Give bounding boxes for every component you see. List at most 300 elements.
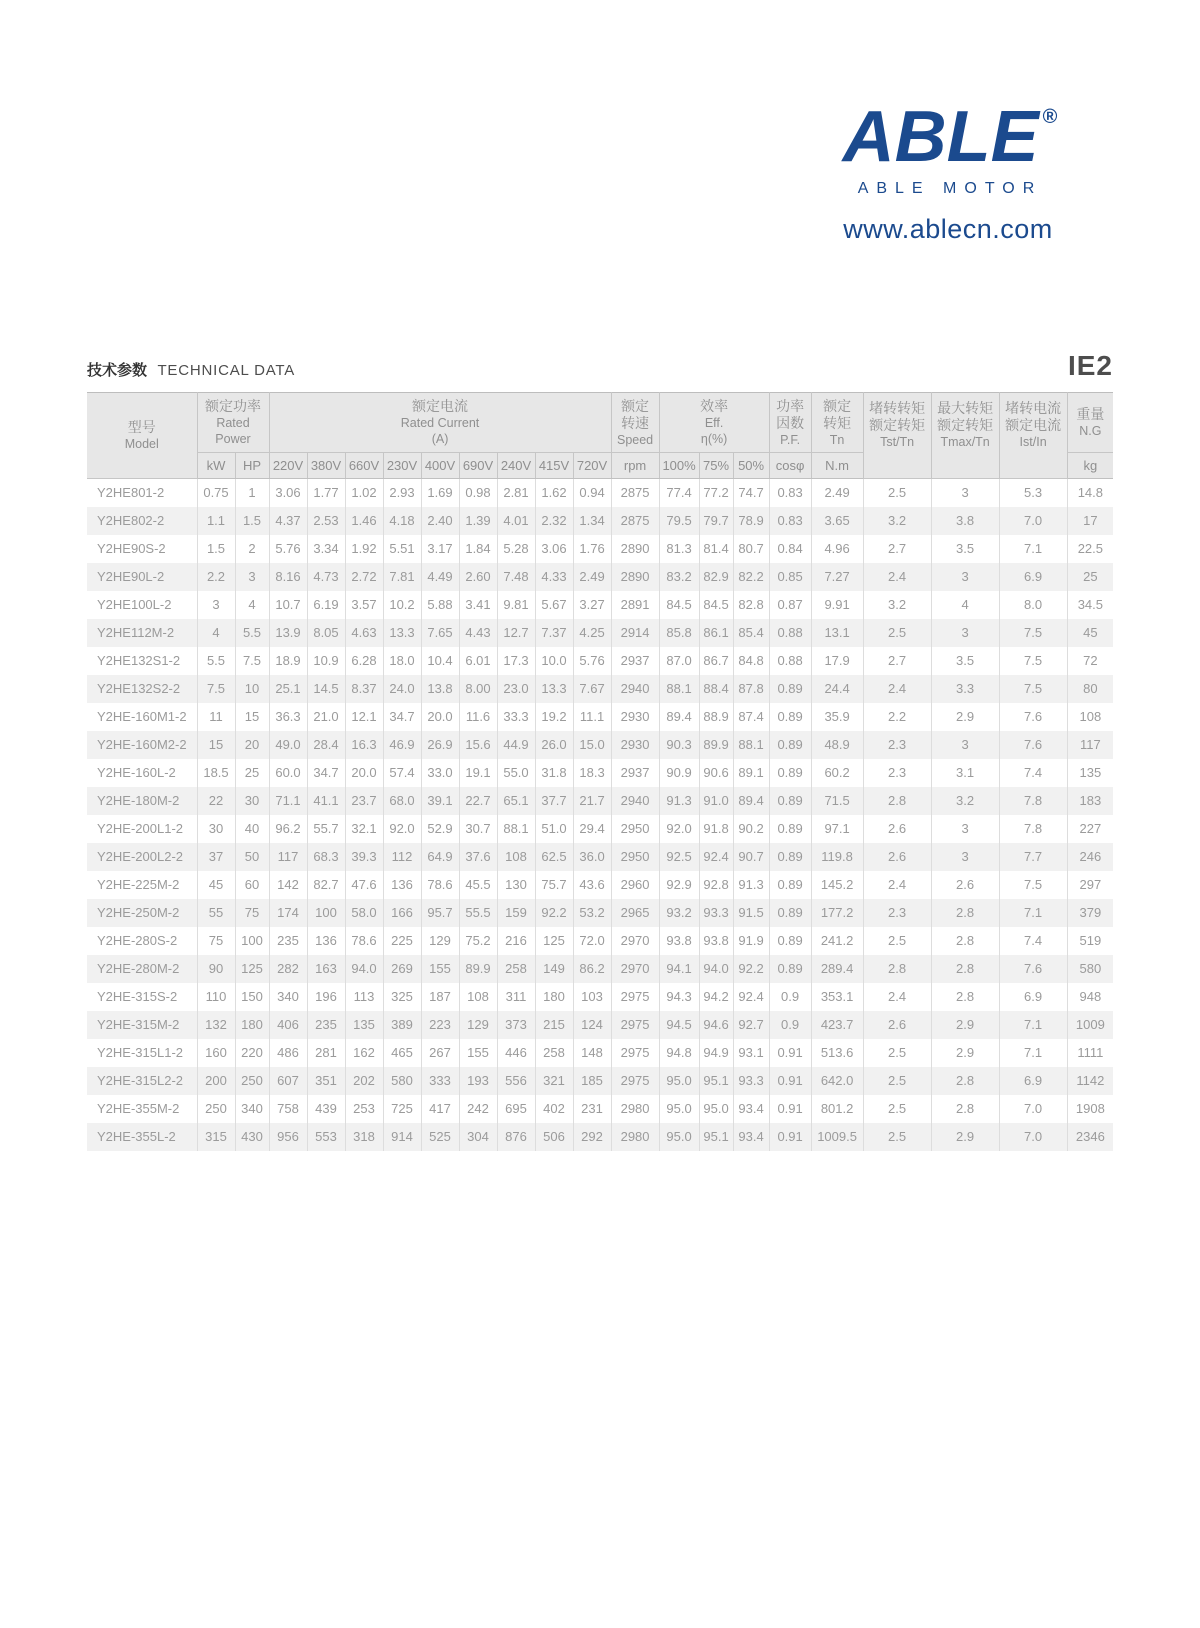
value-cell: 311 [497,983,535,1011]
value-cell: 132 [197,1011,235,1039]
value-cell: 14.5 [307,675,345,703]
unit-400v: 400V [421,453,459,479]
value-cell: 37 [197,843,235,871]
value-cell: 13.3 [535,675,573,703]
value-cell: 74.7 [733,479,769,507]
value-cell: 10.2 [383,591,421,619]
value-cell: 1908 [1075,1101,1105,1116]
value-cell: 55.7 [307,815,345,843]
value-cell: 2.6 [863,815,931,843]
value-cell: 87.4 [733,703,769,731]
value-cell: 92.9 [659,871,699,899]
value-cell: 34.5 [1077,597,1103,612]
value-cell: 7.81 [383,563,421,591]
value-cell: 4.25 [573,619,611,647]
value-cell: 325 [383,983,421,1011]
value-cell: 7.1 [999,1011,1067,1039]
value-cell: 68.0 [383,787,421,815]
value-cell: 64.9 [421,843,459,871]
unit-nm: N.m [811,453,863,479]
value-cell: 2.81 [497,479,535,507]
header-row-groups [87,393,1113,453]
value-cell: 92.0 [659,815,699,843]
value-cell: 108 [497,843,535,871]
value-cell: 0.89 [769,759,811,787]
value-cell: 187 [421,983,459,1011]
model-cell: Y2HE-200L2-2 [87,843,197,871]
value-cell: 7.27 [811,563,863,591]
value-cell: 95.0 [659,1123,699,1151]
value-cell: 2.8 [931,955,999,983]
logo-subtext: ABLE MOTOR [857,179,1043,197]
value-cell: 289.4 [811,955,863,983]
value-cell: 2.7 [863,647,931,675]
value-cell: 92.8 [699,871,733,899]
value-cell: 0.89 [769,675,811,703]
value-cell: 8.0 [999,591,1067,619]
value-cell: 2.5 [863,479,931,507]
value-cell: 2970 [611,927,659,955]
value-cell: 10.7 [269,591,307,619]
value-cell: 4.18 [383,507,421,535]
value-cell: 81.4 [699,535,733,563]
value-cell: 3 [931,815,999,843]
section-title [87,359,295,380]
value-cell: 45 [1083,625,1098,640]
value-cell: 79.7 [699,507,733,535]
value-cell: 956 [269,1123,307,1151]
value-cell: 77.4 [659,479,699,507]
unit-kw: kW [197,453,235,479]
value-cell: 402 [535,1095,573,1123]
value-cell: 2970 [611,955,659,983]
registered-trademark-icon: ® [1042,106,1058,128]
value-cell: 227 [1079,821,1102,836]
value-cell: 0.89 [769,731,811,759]
value-cell: 83.2 [659,563,699,591]
table-row [87,899,1113,927]
table-row [87,787,1113,815]
col-header-rated-current: 额定电流 Rated Current (A) [269,393,611,453]
value-cell: 3.2 [863,507,931,535]
value-cell: 135 [1079,765,1102,780]
value-cell: 92.7 [733,1011,769,1039]
value-cell: 2.8 [931,983,999,1011]
value-cell: 281 [307,1039,345,1067]
value-cell: 78.6 [345,927,383,955]
value-cell: 32.1 [345,815,383,843]
table-row [87,507,1113,535]
value-cell: 7.5 [197,675,235,703]
value-cell: 2975 [611,1067,659,1095]
value-cell: 2346 [1075,1129,1105,1144]
value-cell: 417 [421,1095,459,1123]
value-cell: 4 [931,591,999,619]
value-cell: 3.06 [269,479,307,507]
value-cell: 129 [421,927,459,955]
value-cell: 1.1 [197,507,235,535]
value-cell: 23.0 [497,675,535,703]
value-cell: 60.0 [269,759,307,787]
value-cell: 35.9 [811,703,863,731]
value-cell: 4.73 [307,563,345,591]
value-cell: 75 [197,927,235,955]
value-cell: 11.1 [573,703,611,731]
value-cell: 406 [269,1011,307,1039]
value-cell: 7.4 [999,759,1067,787]
value-cell: 160 [197,1039,235,1067]
value-cell: 17.9 [811,647,863,675]
value-cell: 18.0 [383,647,421,675]
value-cell: 7.5 [999,647,1067,675]
value-cell: 7.5 [235,647,269,675]
value-cell: 33.3 [497,703,535,731]
section-title-en: TECHNICAL DATA [157,362,296,379]
value-cell: 36.0 [573,843,611,871]
value-cell: 11.6 [459,703,497,731]
value-cell: 2.5 [863,927,931,955]
value-cell: 304 [459,1123,497,1151]
value-cell: 93.8 [659,927,699,955]
value-cell: 2.6 [931,871,999,899]
value-cell: 45.5 [459,871,497,899]
value-cell: 2.5 [863,1067,931,1095]
value-cell: 7.0 [999,1095,1067,1123]
value-cell: 92.2 [733,955,769,983]
table-body [87,479,1113,1151]
value-cell: 112 [383,843,421,871]
value-cell: 110 [197,983,235,1011]
value-cell: 1142 [1076,1073,1105,1088]
value-cell: 0.9 [769,983,811,1011]
value-cell: 60 [235,871,269,899]
value-cell: 7.8 [999,815,1067,843]
value-cell: 4.01 [497,507,535,535]
value-cell: 60.2 [811,759,863,787]
value-cell: 94.5 [659,1011,699,1039]
value-cell: 553 [307,1123,345,1151]
value-cell: 2.9 [931,1123,999,1151]
unit-415v: 415V [535,453,573,479]
value-cell: 486 [269,1039,307,1067]
value-cell: 93.8 [699,927,733,955]
value-cell: 333 [421,1067,459,1095]
value-cell: 13.9 [269,619,307,647]
value-cell: 72.0 [573,927,611,955]
value-cell: 6.9 [999,983,1067,1011]
value-cell: 2.8 [931,1067,999,1095]
value-cell: 1009 [1075,1017,1105,1032]
table-row [87,591,1113,619]
value-cell: 15.0 [573,731,611,759]
value-cell: 353.1 [811,983,863,1011]
value-cell: 82.2 [733,563,769,591]
value-cell: 246 [1079,849,1102,864]
value-cell: 2.8 [931,927,999,955]
unit-kg: kg [1067,453,1113,479]
value-cell: 2965 [611,899,659,927]
value-cell: 4 [235,591,269,619]
value-cell: 57.4 [383,759,421,787]
value-cell: 2950 [611,843,659,871]
value-cell: 3.3 [931,675,999,703]
value-cell: 90.7 [733,843,769,871]
value-cell: 0.91 [769,1123,811,1151]
value-cell: 340 [269,983,307,1011]
value-cell: 84.8 [733,647,769,675]
value-cell: 6.9 [999,1067,1067,1095]
value-cell: 5.76 [269,535,307,563]
model-cell: Y2HE801-2 [87,479,197,507]
value-cell: 1.5 [235,507,269,535]
value-cell: 8.05 [307,619,345,647]
value-cell: 0.89 [769,899,811,927]
value-cell: 86.2 [573,955,611,983]
value-cell: 163 [307,955,345,983]
value-cell: 87.8 [733,675,769,703]
value-cell: 94.2 [699,983,733,1011]
value-cell: 2.72 [345,563,383,591]
unit-cosphi: cosφ [769,453,811,479]
technical-data-table-wrap [87,392,1113,1151]
value-cell: 4.43 [459,619,497,647]
value-cell: 202 [345,1067,383,1095]
value-cell: 2.2 [197,563,235,591]
value-cell: 948 [1079,989,1102,1004]
table-row [87,535,1113,563]
value-cell: 82.7 [307,871,345,899]
able-logo [814,97,1082,177]
model-cell: Y2HE-180M-2 [87,787,197,815]
value-cell: 19.2 [535,703,573,731]
value-cell: 22.7 [459,787,497,815]
value-cell: 88.1 [659,675,699,703]
table-row [87,619,1113,647]
model-cell: Y2HE132S1-2 [87,647,197,675]
value-cell: 0.89 [769,703,811,731]
table-row [87,1011,1113,1039]
value-cell: 20.0 [345,759,383,787]
value-cell: 84.5 [659,591,699,619]
value-cell: 87.0 [659,647,699,675]
value-cell: 7.5 [999,871,1067,899]
value-cell: 914 [383,1123,421,1151]
value-cell: 22.5 [1077,541,1103,556]
value-cell: 0.75 [197,479,235,507]
value-cell: 1.84 [459,535,497,563]
value-cell: 125 [235,955,269,983]
value-cell: 200 [197,1067,235,1095]
value-cell: 2.5 [863,1123,931,1151]
value-cell: 124 [573,1011,611,1039]
value-cell: 0.83 [769,479,811,507]
value-cell: 2.9 [931,1039,999,1067]
value-cell: 34.7 [307,759,345,787]
value-cell: 21.0 [307,703,345,731]
value-cell: 100 [235,927,269,955]
table-row [87,759,1113,787]
value-cell: 136 [383,871,421,899]
value-cell: 7.1 [999,535,1067,563]
unit-rpm: rpm [611,453,659,479]
value-cell: 2890 [611,535,659,563]
value-cell: 13.3 [383,619,421,647]
value-cell: 136 [307,927,345,955]
value-cell: 85.8 [659,619,699,647]
value-cell: 2.93 [383,479,421,507]
value-cell: 1.02 [345,479,383,507]
value-cell: 93.3 [699,899,733,927]
value-cell: 7.37 [535,619,573,647]
value-cell: 90.6 [699,759,733,787]
table-row [87,871,1113,899]
unit-240v: 240V [497,453,535,479]
value-cell: 465 [383,1039,421,1067]
value-cell: 5.3 [999,479,1067,507]
value-cell: 90.2 [733,815,769,843]
value-cell: 2.8 [931,1095,999,1123]
value-cell: 8.37 [345,675,383,703]
value-cell: 2.32 [535,507,573,535]
value-cell: 2.8 [863,955,931,983]
value-cell: 41.1 [307,787,345,815]
value-cell: 91.3 [733,871,769,899]
value-cell: 2.4 [863,563,931,591]
value-cell: 0.89 [769,815,811,843]
value-cell: 78.9 [733,507,769,535]
value-cell: 91.3 [659,787,699,815]
value-cell: 6.19 [307,591,345,619]
value-cell: 0.88 [769,619,811,647]
table-row [87,1039,1113,1067]
value-cell: 215 [535,1011,573,1039]
value-cell: 46.9 [383,731,421,759]
value-cell: 95.1 [699,1067,733,1095]
value-cell: 2980 [611,1095,659,1123]
value-cell: 86.1 [699,619,733,647]
website-url: www.ablecn.com [843,213,1053,244]
value-cell: 642.0 [811,1067,863,1095]
value-cell: 50 [235,843,269,871]
value-cell: 1111 [1077,1045,1104,1060]
value-cell: 94.0 [699,955,733,983]
value-cell: 80 [1083,681,1098,696]
value-cell: 150 [235,983,269,1011]
value-cell: 6.9 [999,563,1067,591]
value-cell: 36.3 [269,703,307,731]
value-cell: 0.87 [769,591,811,619]
value-cell: 2891 [611,591,659,619]
value-cell: 193 [459,1067,497,1095]
value-cell: 439 [307,1095,345,1123]
value-cell: 177.2 [811,899,863,927]
value-cell: 2937 [611,759,659,787]
value-cell: 2.40 [421,507,459,535]
value-cell: 2975 [611,1039,659,1067]
unit-75pct: 75% [699,453,733,479]
table-row [87,955,1113,983]
value-cell: 93.3 [733,1067,769,1095]
value-cell: 24.4 [811,675,863,703]
value-cell: 7.0 [999,1123,1067,1151]
model-cell: Y2HE90L-2 [87,563,197,591]
value-cell: 125 [535,927,573,955]
value-cell: 292 [573,1123,611,1151]
technical-data-table [87,392,1113,1151]
value-cell: 2.8 [931,899,999,927]
model-cell: Y2HE-160L-2 [87,759,197,787]
value-cell: 14.8 [1077,485,1103,501]
value-cell: 3.5 [931,535,999,563]
value-cell: 97.1 [811,815,863,843]
value-cell: 2.5 [863,1095,931,1123]
value-cell: 162 [345,1039,383,1067]
value-cell: 180 [535,983,573,1011]
value-cell: 223 [421,1011,459,1039]
model-cell: Y2HE100L-2 [87,591,197,619]
value-cell: 2875 [611,479,659,507]
value-cell: 100 [307,899,345,927]
value-cell: 5.88 [421,591,459,619]
value-cell: 117 [1079,737,1101,752]
value-cell: 1.62 [535,479,573,507]
value-cell: 225 [383,927,421,955]
value-cell: 94.8 [659,1039,699,1067]
value-cell: 7.7 [999,843,1067,871]
value-cell: 2950 [611,815,659,843]
value-cell: 3.34 [307,535,345,563]
value-cell: 142 [269,871,307,899]
unit-230v: 230V [383,453,421,479]
table-header [87,393,1113,479]
table-row [87,675,1113,703]
value-cell: 0.91 [769,1095,811,1123]
value-cell: 3 [931,563,999,591]
value-cell: 3 [197,591,235,619]
value-cell: 7.0 [999,507,1067,535]
value-cell: 9.81 [497,591,535,619]
value-cell: 5.51 [383,535,421,563]
value-cell: 2914 [611,619,659,647]
value-cell: 71.5 [811,787,863,815]
value-cell: 220 [235,1039,269,1067]
value-cell: 39.1 [421,787,459,815]
value-cell: 10.0 [535,647,573,675]
table-row [87,983,1113,1011]
value-cell: 0.94 [573,479,611,507]
section-heading [87,352,1113,380]
value-cell: 15 [197,731,235,759]
value-cell: 92.5 [659,843,699,871]
value-cell: 4.63 [345,619,383,647]
value-cell: 180 [235,1011,269,1039]
value-cell: 90.3 [659,731,699,759]
value-cell: 18.9 [269,647,307,675]
value-cell: 340 [235,1095,269,1123]
value-cell: 0.84 [769,535,811,563]
value-cell: 7.8 [999,787,1067,815]
value-cell: 49.0 [269,731,307,759]
value-cell: 23.7 [345,787,383,815]
value-cell: 2.6 [863,1011,931,1039]
value-cell: 3.65 [811,507,863,535]
value-cell: 1.76 [573,535,611,563]
model-cell: Y2HE-250M-2 [87,899,197,927]
value-cell: 135 [345,1011,383,1039]
col-header-tmax-tn: 最大转矩 额定转矩 Tmax/Tn [931,393,999,479]
value-cell: 82.9 [699,563,733,591]
col-header-speed: 额定 转速 Speed [611,393,659,453]
